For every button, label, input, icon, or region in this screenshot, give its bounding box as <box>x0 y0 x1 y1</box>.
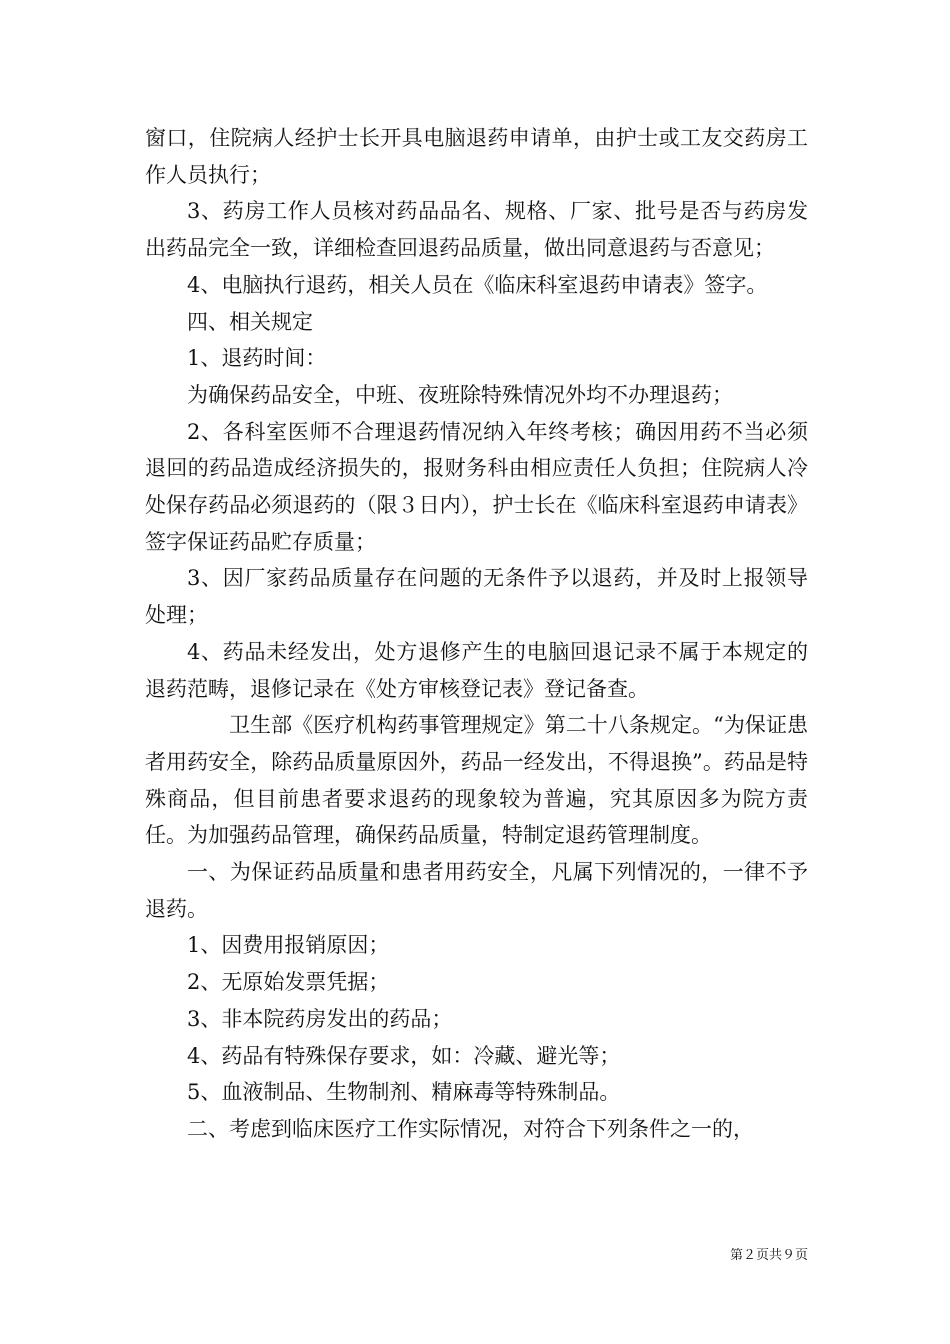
paragraph-2: 3、药房工作人员核对药品品名、规格、厂家、批号是否与药房发出药品完全一致，详细检查回退药品质量，做出同意退药与否意见； <box>145 199 808 261</box>
section-heading-4: 四、相关规定 <box>187 309 313 334</box>
list-item-5: 5、血液制品、生物制剂、精麻毒等特殊制品。 <box>187 1080 621 1105</box>
paragraph-6: 为确保药品安全，中班、夜班除特殊情况外均不办理退药； <box>187 382 733 407</box>
paragraph-8: 3、因厂家药品质量存在问题的无条件予以退药，并及时上报领导处理； <box>145 566 808 628</box>
section-heading-1: 一、为保证药品质量和患者用药安全，凡属下列情况的，一律不予退药。 <box>145 860 808 921</box>
paragraph-7: 2、各科室医师不合理退药情况纳入年终考核；确因用药不当必须退回的药品造成经济损失的，报财务科由相应责任人负担；住院病人冷处保存药品必须退药的（限３日内），护士长在《临床科室退药申请表》签字保证药品贮存质量； <box>145 419 808 554</box>
section-heading-2: 二、考虑到临床医疗工作实际情况，对符合下列条件之一的， <box>187 1116 754 1141</box>
list-item-4: 4、药品有特殊保存要求，如：冷藏、避光等； <box>187 1043 621 1068</box>
list-item-1: 1、因费用报销原因； <box>187 933 390 958</box>
list-item-3: 3、非本院药房发出的药品； <box>187 1006 453 1031</box>
paragraph-9: 4、药品未经发出，处方退修产生的电脑回退记录不属于本规定的退药范畴，退修记录在《处方审核登记表》登记备查。 <box>145 639 808 701</box>
list-item-2: 2、无原始发票凭据； <box>187 970 390 995</box>
paragraph-1: 窗口，住院病人经护士长开具电脑退药申请单，由护士或工友交药房工作人员执行； <box>145 126 808 187</box>
document-body <box>145 120 808 1148</box>
paragraph-3: 4、电脑执行退药，相关人员在《临床科室退药申请表》签字。 <box>187 272 768 297</box>
page-number-footer: 第２页共９页 <box>729 1248 808 1263</box>
paragraph-5: 1、退药时间： <box>187 346 327 371</box>
paragraph-10: 卫生部《医疗机构药事管理规定》第二十八条规定。“为保证患者用药安全，除药品质量原因外，药品一经发出，不得退换”。药品是特殊商品，但目前患者要求退药的现象较为普遍，究其原因多为院方责任。为加强药品管理，确保药品质量，特制定退药管理制度。 <box>145 713 808 848</box>
